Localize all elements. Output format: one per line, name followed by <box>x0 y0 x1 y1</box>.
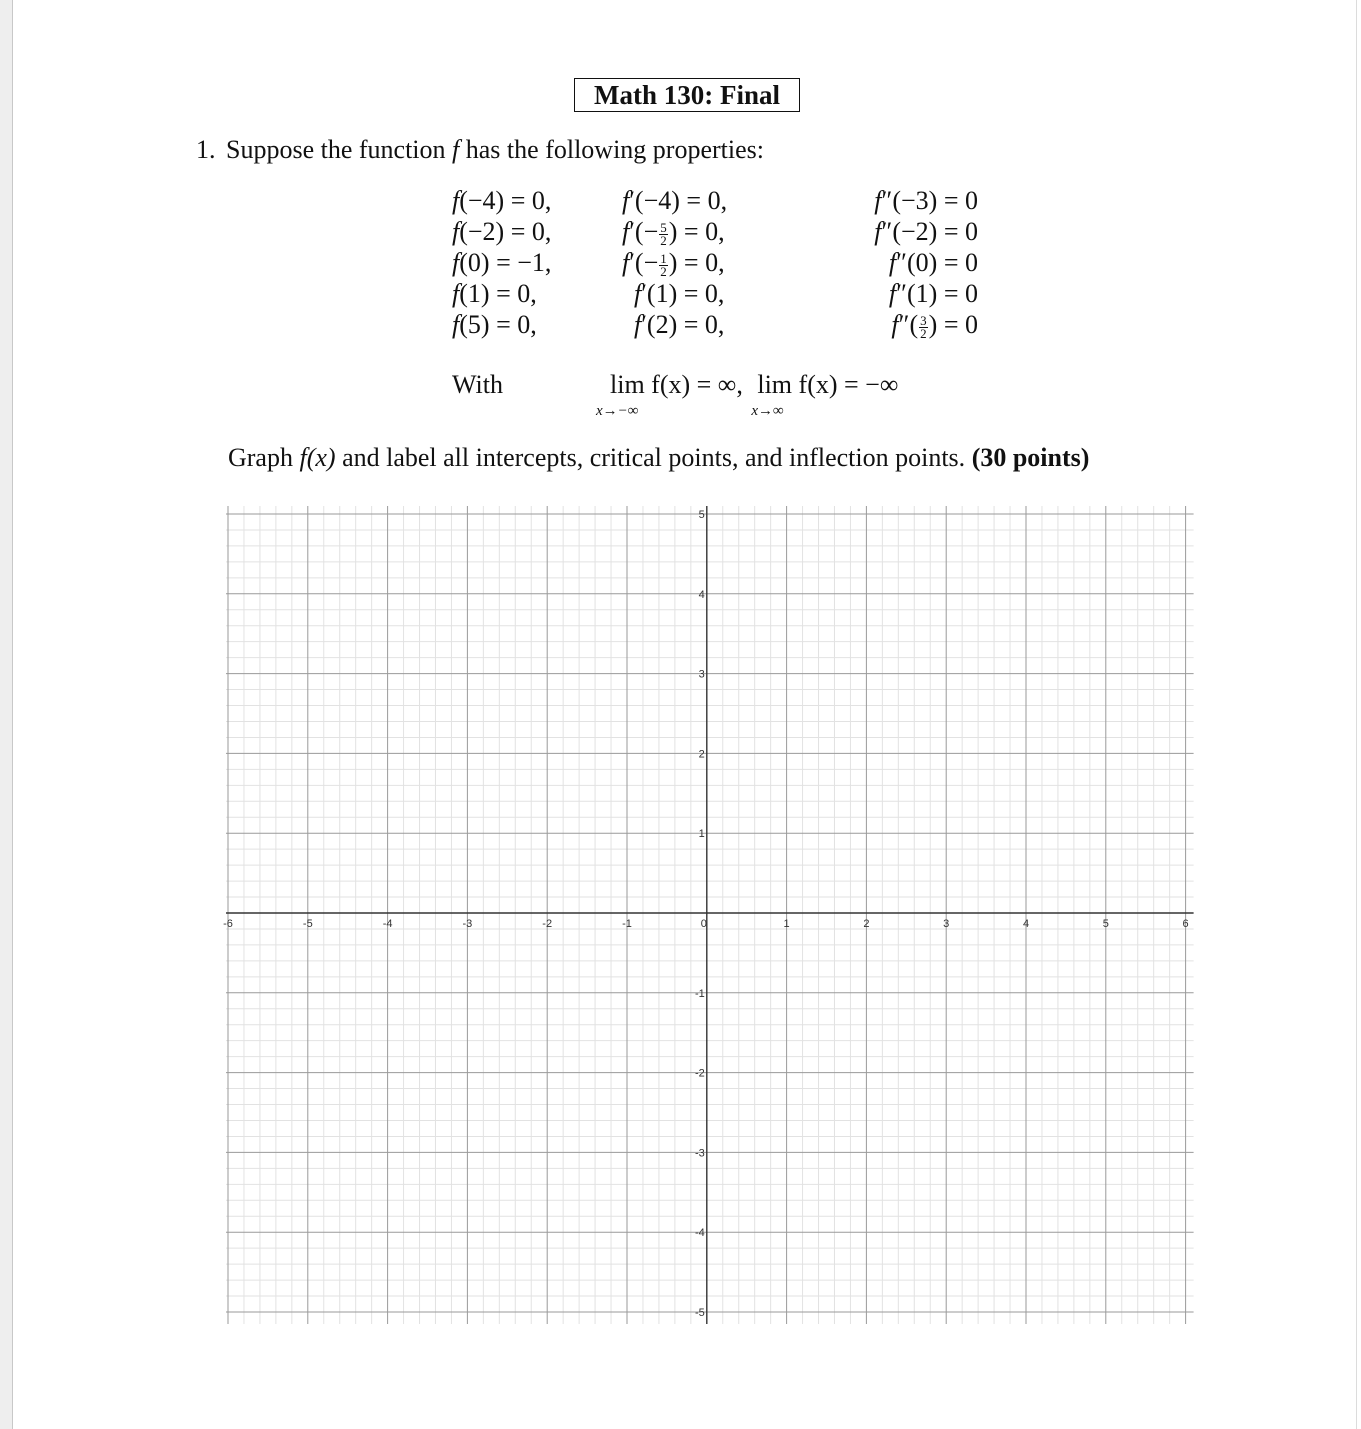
x-tick-label: -6 <box>223 918 233 930</box>
intro-suffix: has the following properties: <box>459 135 764 164</box>
with-label: With <box>452 370 503 399</box>
left-page-gutter <box>0 0 13 1429</box>
f-prime-row: f′(−4) = 0, <box>622 186 728 215</box>
y-tick-label: -1 <box>695 987 705 1000</box>
f-prime-row: f′(− $\frac{5}{2}$ ) = 0, <box>622 217 725 248</box>
x-tick-label: -3 <box>462 918 473 930</box>
y-tick-label: 4 <box>698 588 705 601</box>
limit-pos-infinity: lim x→∞ <box>751 370 793 419</box>
f-prime-row: f′(1) = 0, <box>634 279 725 308</box>
f-double-prime-row: f″(1) = 0 <box>888 279 978 308</box>
f-prime-row: f′(2) = 0, <box>634 310 725 339</box>
fraction: $\frac{3}{2}$ <box>920 312 927 341</box>
x-tick-label: -5 <box>302 918 313 930</box>
f-double-prime-row: f″(−3) = 0 <box>874 186 978 215</box>
f-value-row: f(−4) = 0, <box>452 186 552 215</box>
intro-symbol: f <box>452 135 460 164</box>
question-number: 1. <box>196 135 216 164</box>
x-tick-label: -1 <box>622 918 632 930</box>
graph-paper <box>220 500 1210 1330</box>
y-tick-label: -3 <box>695 1147 705 1160</box>
fraction: $\frac{1}{2}$ <box>660 250 667 279</box>
f-value-row: f(−2) = 0, <box>452 217 552 246</box>
instruction: Graph f(x) and label all intercepts, critical points, and inflection points. (30 points) <box>228 443 1090 472</box>
x-tick-label: 5 <box>1102 918 1109 930</box>
y-tick-label: -5 <box>695 1307 705 1319</box>
exam-title: Math 130: Final <box>574 78 800 112</box>
y-tick-label: 5 <box>698 509 705 521</box>
f-double-prime-row: f″( $\frac{3}{2}$ ) = 0 <box>891 310 978 341</box>
x-tick-label: -2 <box>542 918 553 930</box>
x-tick-label: 6 <box>1182 918 1189 930</box>
fraction: $\frac{5}{2}$ <box>660 219 667 248</box>
x-tick-label: 0 <box>700 918 707 930</box>
x-tick-label: 4 <box>1022 918 1030 930</box>
y-tick-label: 1 <box>698 828 705 841</box>
y-tick-label: 2 <box>698 748 705 761</box>
x-tick-label: 3 <box>943 918 950 930</box>
f-value-row: f(0) = −1, <box>452 248 552 277</box>
f-double-prime-row: f″(−2) = 0 <box>874 217 978 246</box>
f-prime-row: f′(− $\frac{1}{2}$ ) = 0, <box>622 248 725 279</box>
f-value-row: f(5) = 0, <box>452 310 537 339</box>
x-tick-label: 2 <box>863 918 870 930</box>
limit-neg-infinity: lim x→−∞ <box>596 370 645 419</box>
limits: lim x→−∞ f(x) = ∞, lim x→∞ f(x) = −∞ <box>596 370 899 419</box>
y-tick-label: -2 <box>695 1067 705 1080</box>
x-tick-label: 1 <box>783 918 790 930</box>
x-tick-label: -4 <box>382 918 393 930</box>
f-value-row: f(1) = 0, <box>452 279 537 308</box>
question-intro <box>196 134 764 166</box>
intro-prefix: Suppose the function <box>226 135 453 164</box>
y-tick-label: -4 <box>695 1227 705 1240</box>
f-double-prime-row: f″(0) = 0 <box>888 248 978 277</box>
y-tick-label: 3 <box>698 668 705 681</box>
right-page-edge <box>1356 0 1357 1429</box>
points-label: (30 points) <box>971 443 1090 472</box>
